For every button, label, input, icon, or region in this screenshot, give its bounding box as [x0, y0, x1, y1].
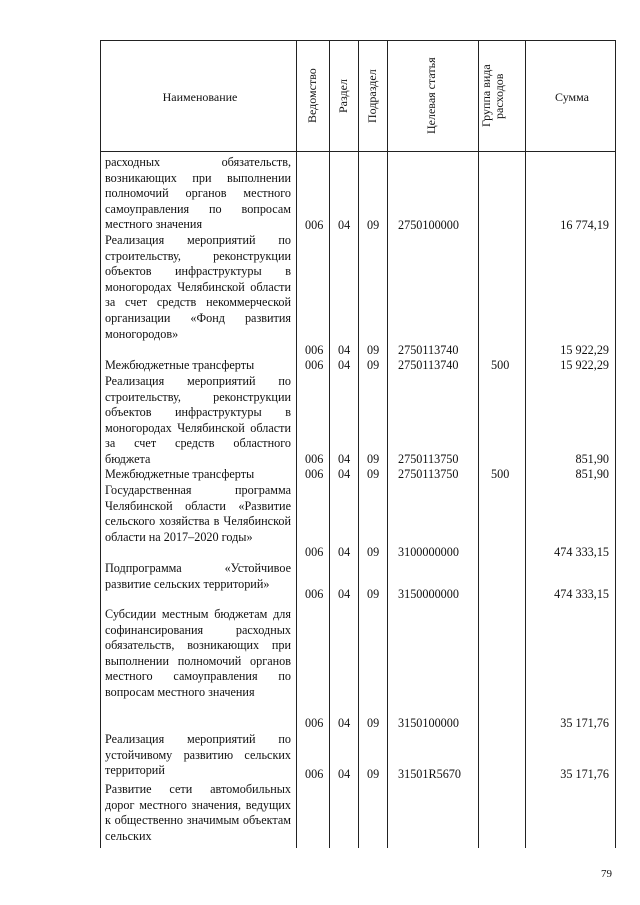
header-section: Раздел	[336, 79, 350, 113]
cell-section: 04	[338, 587, 351, 601]
column-rule	[387, 40, 388, 848]
header-target: Целевая статья	[424, 57, 438, 135]
cell-dept: 006	[305, 467, 324, 481]
cell-sum: 35 171,76	[560, 767, 609, 781]
header-subsection: Подраздел	[365, 69, 379, 123]
cell-dept: 006	[305, 358, 324, 372]
row-name: Межбюджетные трансферты	[105, 358, 255, 372]
cell-target: 2750113740	[398, 358, 459, 372]
table-border	[615, 40, 616, 848]
column-rule	[478, 40, 479, 848]
cell-section: 04	[338, 358, 351, 372]
row-name: Реализация мероприятий по строительству, реконструкции объектов инфраструктуры в моногородах Челябинской области за счет средств некоммерческой организации «Фонд развития моногородов»	[105, 233, 291, 341]
cell-target: 2750113750	[398, 452, 459, 466]
header-name: Наименование	[162, 90, 238, 104]
cell-subsection: 09	[367, 218, 380, 232]
cell-dept: 006	[305, 716, 324, 730]
cell-section: 04	[338, 716, 351, 730]
cell-target: 2750113740	[398, 343, 459, 357]
cell-section: 04	[338, 218, 351, 232]
budget-table	[100, 40, 616, 848]
column-rule	[329, 40, 330, 848]
cell-subsection: 09	[367, 467, 380, 481]
header-group: Группа вида расходов	[479, 64, 506, 128]
cell-sum: 16 774,19	[560, 218, 609, 232]
cell-sum: 851,90	[575, 467, 609, 481]
column-rule	[525, 40, 526, 848]
cell-target: 2750100000	[398, 218, 459, 232]
cell-section: 04	[338, 452, 351, 466]
column-rule	[296, 40, 297, 848]
page-number: 79	[601, 868, 612, 880]
cell-sum: 474 333,15	[554, 545, 609, 559]
cell-section: 04	[338, 545, 351, 559]
header-sum: Сумма	[555, 90, 589, 104]
cell-group: 500	[491, 467, 510, 481]
row-name: Реализация мероприятий по устойчивому развитию сельских территорий	[105, 732, 291, 778]
cell-section: 04	[338, 467, 351, 481]
row-name: Государственная программа Челябинской области «Развитие сельского хозяйства в Челябинской области на 2017–2020 годы»	[105, 483, 291, 544]
cell-target: 3150100000	[398, 716, 459, 730]
cell-section: 04	[338, 343, 351, 357]
cell-group: 500	[491, 358, 510, 372]
cell-dept: 006	[305, 545, 324, 559]
row-name: расходных обязательств, возникающих при выполнении полномочий органов местного самоуправления по вопросам местного значения	[105, 155, 291, 232]
cell-subsection: 09	[367, 452, 380, 466]
cell-sum: 15 922,29	[560, 358, 609, 372]
cell-subsection: 09	[367, 545, 380, 559]
cell-subsection: 09	[367, 767, 380, 781]
cell-subsection: 09	[367, 587, 380, 601]
row-name: Подпрограмма «Устойчивое развитие сельских территорий»	[105, 561, 291, 591]
header-rule	[100, 151, 616, 152]
cell-sum: 474 333,15	[554, 587, 609, 601]
row-name: Развитие сети автомобильных дорог местного значения, ведущих к общественно значимым объектам сельских	[105, 782, 291, 843]
cell-section: 04	[338, 767, 351, 781]
cell-sum: 15 922,29	[560, 343, 609, 357]
cell-subsection: 09	[367, 358, 380, 372]
table-border	[100, 40, 101, 848]
cell-target: 31501R5670	[398, 767, 461, 781]
cell-sum: 851,90	[575, 452, 609, 466]
cell-dept: 006	[305, 452, 324, 466]
header-dept: Ведомство	[305, 68, 319, 124]
cell-subsection: 09	[367, 343, 380, 357]
cell-target: 2750113750	[398, 467, 459, 481]
cell-dept: 006	[305, 767, 324, 781]
row-name: Субсидии местным бюджетам для софинансирования расходных обязательств, возникающих при выполнении полномочий органов местного самоуправления по вопросам местного значения	[105, 607, 291, 699]
cell-dept: 006	[305, 343, 324, 357]
row-name: Межбюджетные трансферты	[105, 467, 255, 481]
cell-subsection: 09	[367, 716, 380, 730]
cell-dept: 006	[305, 218, 324, 232]
cell-dept: 006	[305, 587, 324, 601]
cell-target: 3150000000	[398, 587, 459, 601]
table-border	[100, 40, 616, 41]
cell-sum: 35 171,76	[560, 716, 609, 730]
column-rule	[358, 40, 359, 848]
cell-target: 3100000000	[398, 545, 459, 559]
row-name: Реализация мероприятий по строительству, реконструкции объектов инфраструктуры в моногородах Челябинской области за счет средств областного бюджета	[105, 374, 291, 466]
